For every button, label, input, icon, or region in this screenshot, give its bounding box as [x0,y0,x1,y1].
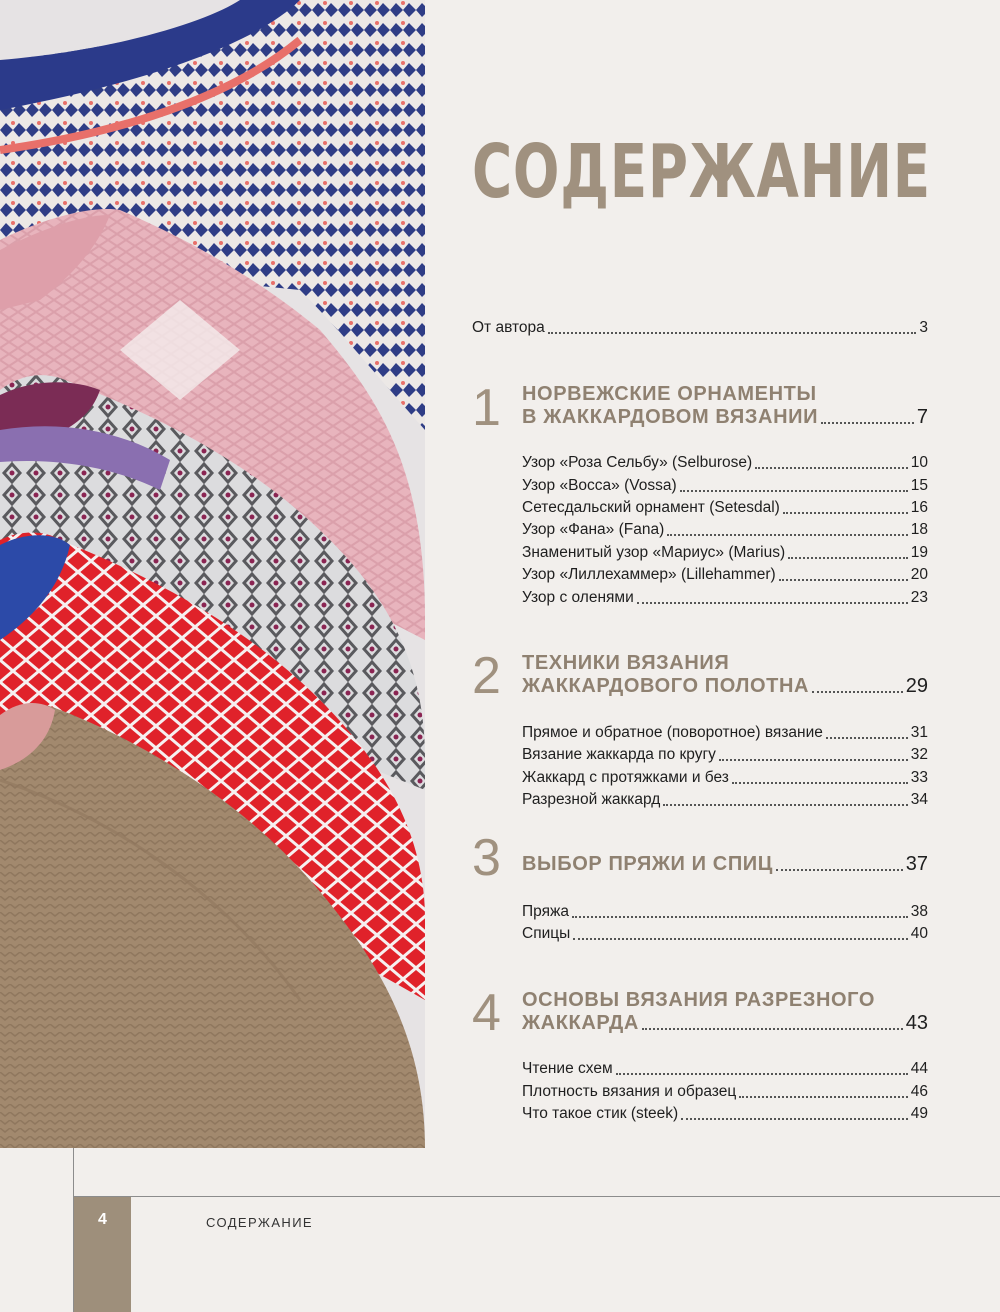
dot-leader [783,512,908,514]
dot-leader [826,737,908,739]
toc-entry[interactable] [522,721,928,743]
dot-leader [616,1073,908,1075]
toc-entry-page: 3 [919,319,928,336]
dot-leader [755,467,908,469]
chapter-title-text: ВЫБОР ПРЯЖИ И СПИЦ [522,853,773,875]
chapter-number: 1 [472,379,501,437]
toc-entry[interactable] [522,788,928,810]
chapter-page: 43 [905,1012,928,1034]
toc-entry[interactable] [522,1102,928,1124]
toc-entry-page: 19 [910,544,928,561]
page-number: 4 [98,1211,107,1228]
toc-entry[interactable] [522,563,928,585]
toc-entry-page: 32 [910,746,928,763]
chapter-title-text: В ЖАККАРДОВОМ ВЯЗАНИИ [522,406,819,428]
toc-entry-title: От автора [472,319,545,336]
dot-leader [667,534,908,536]
toc-entry-page: 49 [910,1105,928,1122]
dot-leader [663,804,907,806]
toc-entry-title: Прямое и обратное (поворотное) вязание [522,724,823,741]
chapter-title-text: ЖАККАРДА [522,1012,639,1034]
toc-entry-page: 33 [910,769,928,786]
dot-leader [776,869,903,871]
toc-entry[interactable] [522,518,928,540]
toc-entry[interactable] [522,474,928,496]
toc-entry[interactable] [522,766,928,788]
dot-leader [680,490,908,492]
dot-leader [681,1118,908,1120]
toc-entry-page: 38 [910,903,928,920]
chapter-number: 4 [472,984,501,1042]
dot-leader [739,1096,908,1098]
toc-entry-title: Вязание жаккарда по кругу [522,746,716,763]
dot-leader [821,422,914,424]
toc-entry-page: 10 [910,454,928,471]
toc-entry-page: 15 [910,477,928,494]
toc-entry-title: Узор «Лиллехаммер» (Lillehammer) [522,566,776,583]
chapter-page: 29 [905,675,928,697]
chapter-title-line2[interactable] [522,1011,928,1035]
dot-leader [812,691,903,693]
toc-entry-title: Пряжа [522,903,569,920]
toc-entry-title: Узор «Роза Сельбу» (Selburose) [522,454,753,471]
toc-entry-page: 46 [910,1083,928,1100]
toc-entry-title: Узор «Фана» (Fana) [522,521,665,538]
chapter-title-line2[interactable] [522,674,928,698]
toc-entry-page: 34 [910,791,928,808]
chapter-title-line1: НОРВЕЖСКИЕ ОРНАМЕНТЫ [522,383,817,405]
footer-horizontal-rule [74,1196,1000,1197]
chapter-title-line1: ТЕХНИКИ ВЯЗАНИЯ [522,652,730,674]
chapter-number: 2 [472,647,501,705]
toc-entry-page: 23 [910,589,928,606]
toc-entry-title: Сетесдальский орнамент (Setesdal) [522,499,780,516]
chapter-page: 7 [916,406,928,428]
toc-entry-page: 44 [910,1060,928,1077]
dot-leader [732,782,908,784]
chapter-number: 3 [472,829,501,887]
toc-entry-title: Спицы [522,925,571,942]
toc-entry-intro[interactable] [472,316,928,338]
toc-entry[interactable] [522,586,928,608]
dot-leader [572,916,908,918]
sweaters-photo [0,0,425,1148]
dot-leader [642,1028,903,1030]
toc-entry-title: Жаккард с протяжками и без [522,769,729,786]
toc-entry-page: 18 [910,521,928,538]
dot-leader [779,579,908,581]
dot-leader [719,759,908,761]
chapter-title-line1: ОСНОВЫ ВЯЗАНИЯ РАЗРЕЗНОГО [522,989,876,1011]
toc-entry[interactable] [522,1080,928,1102]
chapter-title-text: ЖАККАРДОВОГО ПОЛОТНА [522,675,810,697]
toc-entry[interactable] [522,496,928,518]
dot-leader [573,938,907,940]
toc-entry-title: Узор «Восса» (Vossa) [522,477,677,494]
running-head: СОДЕРЖАНИЕ [206,1215,314,1230]
toc-entry-title: Разрезной жаккард [522,791,661,808]
chapter-title-line2[interactable] [522,852,928,876]
toc-entry[interactable] [522,541,928,563]
toc-entry-page: 20 [910,566,928,583]
toc-entry-page: 16 [910,499,928,516]
page-title: СОДЕРЖАНИЕ [472,129,931,215]
toc-entry-title: Знаменитый узор «Мариус» (Marius) [522,544,786,561]
toc-entry[interactable] [522,451,928,473]
toc-entry-title: Чтение схем [522,1060,613,1077]
toc-entry-title: Плотность вязания и образец [522,1083,737,1100]
page-number-box [74,1197,131,1312]
toc-entry-title: Что такое стик (steek) [522,1105,679,1122]
toc-entry[interactable] [522,922,928,944]
toc-entry-page: 40 [910,925,928,942]
toc-entry-title: Узор с оленями [522,589,634,606]
dot-leader [788,557,908,559]
toc-entry[interactable] [522,900,928,922]
toc-entry[interactable] [522,743,928,765]
dot-leader [548,332,917,334]
chapter-title-line2[interactable] [522,405,928,429]
toc-entry-page: 31 [910,724,928,741]
toc-entry[interactable] [522,1057,928,1079]
chapter-page: 37 [905,853,928,875]
dot-leader [637,602,908,604]
